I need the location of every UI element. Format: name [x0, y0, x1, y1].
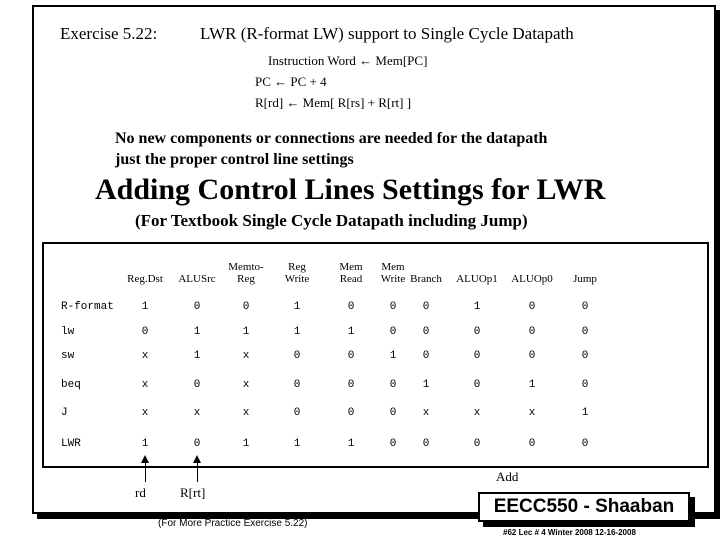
- table-cell: 0: [528, 326, 536, 338]
- table-cell: 0: [422, 350, 430, 362]
- table-cell: x: [473, 407, 481, 419]
- instruction-line: PC ← PC + 4: [255, 74, 327, 89]
- note-line: No new components or connections are needed for the datapath: [115, 130, 548, 147]
- column-header-line: Mem: [339, 261, 363, 273]
- arrow-up-icon: [193, 455, 201, 463]
- table-cell: x: [141, 379, 149, 391]
- table-cell: 1: [389, 350, 397, 362]
- table-cell: 0: [293, 407, 301, 419]
- column-header-line: ALUOp1: [456, 273, 498, 285]
- table-cell: 1: [141, 438, 149, 450]
- table-cell: 1: [242, 438, 250, 450]
- table-cell: 1: [293, 438, 301, 450]
- table-cell: 0: [581, 301, 589, 313]
- table-cell: 0: [242, 301, 250, 313]
- table-cell: 0: [347, 379, 355, 391]
- table-cell: 1: [242, 326, 250, 338]
- table-cell: 0: [141, 326, 149, 338]
- row-label: sw: [61, 350, 75, 362]
- column-header-line: ALUSrc: [178, 273, 216, 285]
- column-header-line: Reg: [288, 261, 306, 273]
- table-cell: 0: [193, 301, 201, 313]
- table-cell: 0: [473, 438, 481, 450]
- column-header-line: Reg.Dst: [127, 273, 163, 285]
- table-cell: x: [242, 350, 250, 362]
- table-cell: 0: [581, 438, 589, 450]
- instruction-line: R[rd] ← Mem[ R[rs] + R[rt] ]: [255, 95, 412, 110]
- row-label: lw: [61, 326, 75, 338]
- brand-box: EECC550 - Shaaban: [478, 492, 690, 522]
- slide-title: LWR (R-format LW) support to Single Cycle Datapath: [200, 24, 574, 43]
- table-cell: 0: [389, 326, 397, 338]
- column-header: [178, 273, 215, 285]
- table-cell: x: [422, 407, 430, 419]
- row-label: R-format: [61, 301, 114, 313]
- table-cell: 0: [389, 379, 397, 391]
- table-cell: 0: [193, 379, 201, 391]
- table-cell: 1: [347, 438, 355, 450]
- rt-annotation: R[rt]: [180, 485, 206, 500]
- column-header: [381, 261, 406, 285]
- column-header: [410, 273, 442, 285]
- column-header-line: Branch: [410, 273, 442, 285]
- column-header-line: Write: [284, 273, 310, 285]
- table-cell: 1: [422, 379, 430, 391]
- table-cell: 0: [422, 301, 430, 313]
- table-cell: 1: [581, 407, 589, 419]
- column-header: [285, 261, 310, 285]
- row-label: J: [61, 407, 68, 419]
- table-cell: 0: [581, 350, 589, 362]
- table-cell: 1: [347, 326, 355, 338]
- table-cell: 1: [528, 379, 536, 391]
- arrow-up-icon: [141, 455, 149, 463]
- table-cell: 0: [347, 301, 355, 313]
- arrow-line: [145, 462, 146, 482]
- table-cell: 0: [389, 407, 397, 419]
- note-line: just the proper control line settings: [115, 151, 354, 168]
- table-cell: 0: [473, 350, 481, 362]
- sub-heading: (For Textbook Single Cycle Datapath including Jump): [135, 211, 528, 230]
- column-header: [511, 273, 553, 285]
- table-cell: 1: [293, 301, 301, 313]
- table-cell: 0: [473, 379, 481, 391]
- table-cell: 0: [422, 326, 430, 338]
- table-cell: 0: [193, 438, 201, 450]
- table-cell: 0: [422, 438, 430, 450]
- table-cell: x: [242, 379, 250, 391]
- table-cell: 0: [293, 379, 301, 391]
- table-cell: x: [141, 407, 149, 419]
- table-cell: x: [528, 407, 536, 419]
- column-header-line: Read: [339, 273, 363, 285]
- slide-info: #62 Lec # 4 Winter 2008 12-16-2008: [503, 528, 636, 537]
- table-cell: 0: [581, 326, 589, 338]
- table-cell: 1: [473, 301, 481, 313]
- table-cell: 0: [528, 350, 536, 362]
- table-cell: 0: [293, 350, 301, 362]
- table-cell: 0: [473, 326, 481, 338]
- main-heading: Adding Control Lines Settings for LWR: [95, 173, 606, 206]
- table-cell: 1: [141, 301, 149, 313]
- row-label: LWR: [61, 438, 81, 450]
- table-cell: 0: [347, 350, 355, 362]
- column-header: [127, 273, 163, 285]
- column-header-line: Write: [380, 273, 406, 285]
- column-header-line: Mem: [381, 261, 405, 273]
- column-header-line: Memto-: [228, 261, 264, 273]
- table-cell: 0: [581, 379, 589, 391]
- column-header-line: ALUOp0: [511, 273, 553, 285]
- table-cell: x: [141, 350, 149, 362]
- table-cell: 0: [347, 407, 355, 419]
- table-cell: 1: [193, 326, 201, 338]
- table-cell: 1: [293, 326, 301, 338]
- instruction-line: Instruction Word ← Mem[PC]: [268, 53, 428, 68]
- practice-note: (For More Practice Exercise 5.22): [158, 518, 308, 529]
- table-cell: 0: [528, 301, 536, 313]
- column-header: [339, 261, 362, 285]
- table-cell: 0: [528, 438, 536, 450]
- column-header-line: Reg: [237, 273, 255, 285]
- column-header-line: Jump: [573, 273, 597, 285]
- arrow-line: [197, 462, 198, 482]
- table-cell: 1: [193, 350, 201, 362]
- column-header: [228, 261, 263, 285]
- column-header: [573, 273, 597, 285]
- table-cell: x: [242, 407, 250, 419]
- column-header: [456, 273, 498, 285]
- rd-annotation: rd: [135, 485, 146, 500]
- add-annotation: Add: [496, 469, 519, 484]
- table-cell: 0: [389, 438, 397, 450]
- table-cell: x: [193, 407, 201, 419]
- table-cell: 0: [389, 301, 397, 313]
- row-label: beq: [61, 379, 81, 391]
- exercise-label: Exercise 5.22:: [60, 24, 158, 43]
